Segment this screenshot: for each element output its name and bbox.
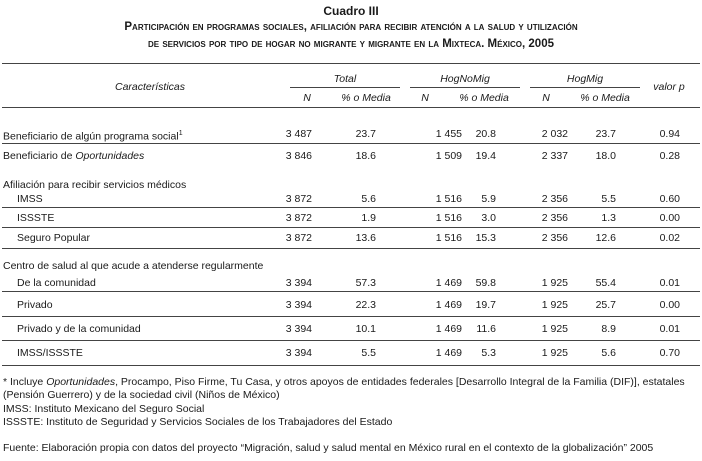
header-mig: HogMig — [566, 73, 604, 85]
cell-pvalue: 0.94 — [659, 128, 680, 140]
row-label-beneficiario-oportunidades: Beneficiario de Oportunidades — [3, 150, 145, 162]
cell-pvalue: 0.60 — [659, 193, 680, 205]
row-label-imss: IMSS — [17, 193, 43, 205]
cell-nomig-pct: 5.9 — [481, 193, 496, 205]
cell-nomig-n: 1 469 — [435, 299, 462, 311]
cell-mig-n: 2 356 — [541, 193, 568, 205]
cell-nomig-pct: 19.4 — [475, 150, 496, 162]
table-caption-line-1: Participación en programas sociales, afiliación para recibir atención a la salud y utilización — [124, 21, 578, 33]
cell-total-n: 3 872 — [285, 212, 312, 224]
footnote-source: Fuente: Elaboración propia con datos del proyecto “Migración, salud y salud mental en México rural en el contexto de la globalización” 2005 — [3, 442, 654, 454]
header-total-pct: % o Media — [341, 92, 391, 104]
row-rule — [2, 227, 700, 228]
cell-mig-pct: 55.4 — [595, 277, 616, 289]
cell-mig-n: 1 925 — [541, 299, 568, 311]
table-caption-line-2: de servicios por tipo de hogar no migrante y migrante en la Mixteca. México, 2005 — [148, 38, 554, 50]
row-rule — [2, 248, 700, 249]
section-heading-centro-salud: Centro de salud al que acude a atenderse regularmente — [3, 260, 264, 272]
cell-mig-n: 2 032 — [541, 128, 568, 140]
cell-nomig-n: 1 469 — [435, 277, 462, 289]
row-label-imss-issste: IMSS/ISSSTE — [17, 347, 83, 359]
table-label: Cuadro III — [323, 4, 379, 18]
cell-mig-pct: 1.3 — [601, 212, 616, 224]
cell-mig-n: 1 925 — [541, 277, 568, 289]
cell-nomig-n: 1 516 — [435, 232, 462, 244]
cell-mig-n: 1 925 — [541, 323, 568, 335]
cell-nomig-n: 1 516 — [435, 212, 462, 224]
header-total: Total — [333, 73, 357, 85]
cell-mig-pct: 8.9 — [601, 323, 616, 335]
header-characteristics: Características — [114, 81, 186, 93]
row-rule — [2, 316, 700, 317]
cell-total-n: 3 846 — [285, 150, 312, 162]
row-rule — [2, 291, 700, 292]
cell-nomig-n: 1 509 — [435, 150, 462, 162]
row-rule — [2, 207, 700, 208]
cell-total-pct: 13.6 — [355, 232, 376, 244]
cell-total-pct: 1.9 — [361, 212, 376, 224]
cell-nomig-pct: 20.8 — [475, 128, 496, 140]
section-heading-afiliacion: Afiliación para recibir servicios médicos — [3, 179, 187, 191]
cell-pvalue: 0.01 — [659, 277, 680, 289]
row-label-privado-comunidad: Privado y de la comunidad — [17, 323, 141, 335]
cell-mig-pct: 5.6 — [601, 347, 616, 359]
header-mig-rule — [530, 87, 640, 88]
cell-total-n: 3 394 — [285, 277, 312, 289]
cell-total-n: 3 394 — [285, 323, 312, 335]
row-label-privado: Privado — [17, 299, 53, 311]
cell-nomig-n: 1 469 — [435, 323, 462, 335]
cell-total-pct: 5.5 — [361, 347, 376, 359]
header-pvalue: valor p — [653, 81, 685, 93]
cell-total-n: 3 487 — [285, 128, 312, 140]
cell-total-pct: 10.1 — [355, 323, 376, 335]
footnote-asterisk: * Incluye Oportunidades, Procampo, Piso Firme, Tu Casa, y otros apoyos de entidades federales [Desarrollo Integral de la Familia (DIF)], estatales (Pensión Guerrero) y de la sociedad civil (Niños de México) — [3, 376, 685, 401]
header-mig-pct: % o Media — [580, 92, 630, 104]
cell-mig-pct: 25.7 — [595, 299, 616, 311]
cell-total-n: 3 394 — [285, 299, 312, 311]
cell-pvalue: 0.01 — [659, 323, 680, 335]
header-nomig-pct: % o Media — [459, 92, 509, 104]
cell-total-n: 3 872 — [285, 193, 312, 205]
row-label-de-la-comunidad: De la comunidad — [17, 277, 96, 289]
cell-nomig-n: 1 469 — [435, 347, 462, 359]
cell-mig-n: 1 925 — [541, 347, 568, 359]
row-label-beneficiario-programa: Beneficiario de algún programa social$^1$ — [3, 130, 183, 143]
cell-total-pct: 5.6 — [361, 193, 376, 205]
cell-total-pct: 57.3 — [355, 277, 376, 289]
row-label-issste: ISSSTE — [17, 212, 55, 224]
cell-mig-pct: 18.0 — [595, 150, 616, 162]
cell-nomig-n: 1 455 — [435, 128, 462, 140]
row-rule — [2, 340, 700, 341]
cell-mig-pct: 12.6 — [595, 232, 616, 244]
cell-total-n: 3 394 — [285, 347, 312, 359]
header-nomig: HogNoMig — [440, 73, 490, 85]
cell-nomig-n: 1 516 — [435, 193, 462, 205]
cell-nomig-pct: 19.7 — [475, 299, 496, 311]
row-label-seguro-popular: Seguro Popular — [17, 232, 90, 244]
header-total-rule — [290, 87, 400, 88]
cell-total-pct: 23.7 — [355, 128, 376, 140]
cell-pvalue: 0.70 — [659, 347, 680, 359]
row-rule — [2, 143, 700, 144]
cell-pvalue: 0.00 — [659, 212, 680, 224]
cell-mig-n: 2 337 — [541, 150, 568, 162]
cell-nomig-pct: 5.3 — [481, 347, 496, 359]
footnote-issste: ISSSTE: Instituto de Seguridad y Servicios Sociales de los Trabajadores del Estado — [3, 416, 393, 428]
cell-pvalue: 0.28 — [659, 150, 680, 162]
cell-pvalue: 0.02 — [659, 232, 680, 244]
header-total-n: N — [303, 92, 311, 104]
header-bottom-rule — [2, 107, 700, 108]
footnote-imss: IMSS: Instituto Mexicano del Seguro Social — [3, 403, 205, 415]
cell-total-pct: 18.6 — [355, 150, 376, 162]
cell-nomig-pct: 59.8 — [475, 277, 496, 289]
cell-nomig-pct: 15.3 — [475, 232, 496, 244]
header-nomig-n: N — [421, 92, 429, 104]
cell-nomig-pct: 3.0 — [481, 212, 496, 224]
header-mig-n: N — [542, 92, 550, 104]
cell-total-pct: 22.3 — [355, 299, 376, 311]
cell-mig-n: 2 356 — [541, 212, 568, 224]
cell-mig-n: 2 356 — [541, 232, 568, 244]
cell-mig-pct: 23.7 — [595, 128, 616, 140]
cell-nomig-pct: 11.6 — [476, 323, 496, 335]
cell-total-n: 3 872 — [285, 232, 312, 244]
table-bottom-rule — [2, 365, 700, 366]
table-top-rule — [2, 63, 700, 64]
header-nomig-rule — [410, 87, 520, 88]
cell-mig-pct: 5.5 — [601, 193, 616, 205]
cell-pvalue: 0.00 — [659, 299, 680, 311]
